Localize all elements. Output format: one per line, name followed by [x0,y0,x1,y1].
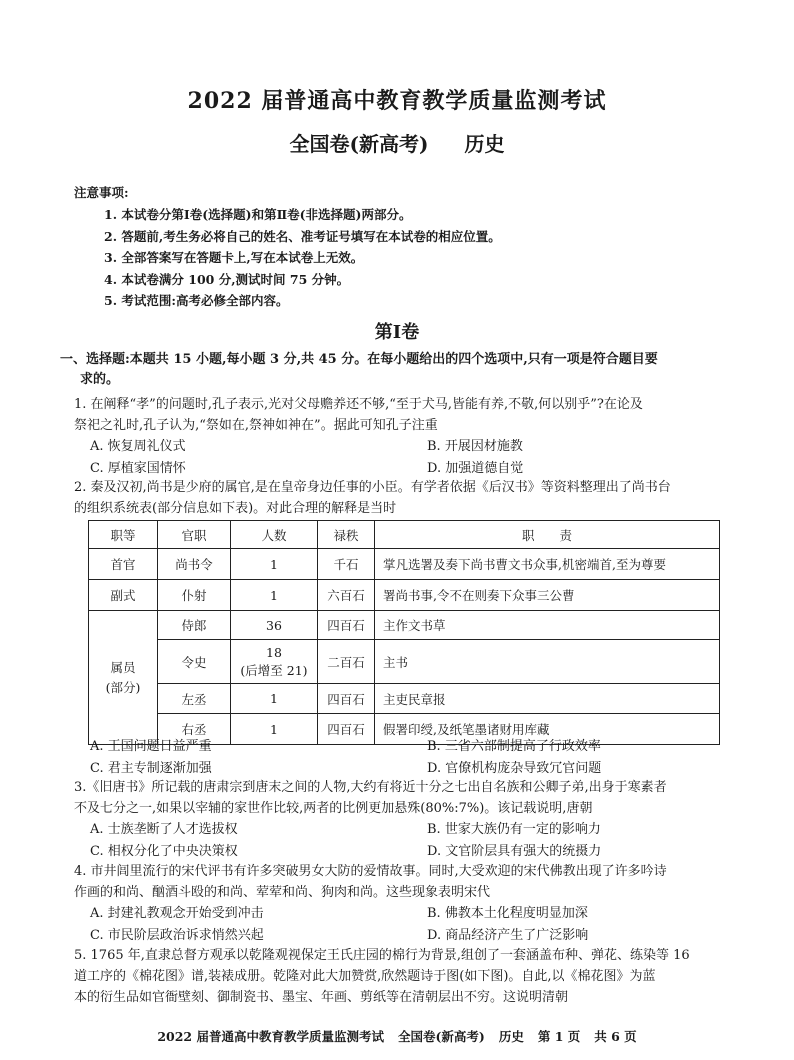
table-cell [231,640,318,684]
question-2-stem [74,477,734,519]
paper-type: 全国卷(新高考) [289,132,429,156]
note-item: 2. 答题前,考生务必将自己的姓名、准考证号填写在本试卷的相应位置。 [104,228,501,244]
footer-exam-name: 2022 届普通高中教育教学质量监测考试 [157,1029,384,1044]
stem-line: 本的衍生品如官衙壁刻、御制瓷书、墨宝、年画、剪纸等在清朝层出不穷。这说明清朝 [74,990,569,1005]
rank-label: 属员 [110,659,136,675]
question-4 [74,861,734,947]
notes-list [104,204,501,312]
exam-subtitle [0,128,794,157]
option-c[interactable]: C. 相权分化了中央决策权 [90,844,238,859]
table-cell: 1 [231,714,318,745]
count-value: 18 [266,644,282,660]
part-title: 第Ⅰ卷 [374,322,420,343]
table-cell: 侍郎 [158,611,231,640]
question-4-stem [74,861,734,903]
table-header: 职 责 [375,521,720,549]
notes-heading: 注意事项: [74,185,129,200]
table-cell: 1 [231,549,318,580]
stem-line: 祭祀之礼时,孔子认为,“祭如在,祭神如神在”。据此可知孔子注重 [74,418,438,433]
table-cell: 四百石 [318,684,375,714]
option-c[interactable]: C. 君主专制逐渐加强 [90,761,212,776]
question-4-options [74,903,734,947]
footer-paper-type: 全国卷(新高考) [397,1029,485,1044]
table-cell: 1 [231,580,318,611]
table-cell: 左丞 [158,684,231,714]
note-item: 3. 全部答案写在答题卡上,写在本试卷上无效。 [104,250,364,265]
subject-name: 历史 [464,132,505,156]
option-c[interactable]: C. 厚植家国情怀 [90,461,186,476]
exam-title: 2022 届普通高中教育教学质量监测考试 [187,88,607,114]
page-footer [0,1027,794,1045]
table-header: 职等 [89,521,158,549]
table-header: 官职 [158,521,231,549]
option-b[interactable]: B. 佛教本土化程度明显加深 [427,906,588,921]
question-3-options [74,819,734,863]
option-a[interactable]: A. 士族垄断了人才选拔权 [90,822,238,837]
count-note: (后增至 21) [240,662,308,678]
table-cell: 六百石 [318,580,375,611]
table-cell: 署尚书事,令不在则奏下众事三公曹 [375,580,720,611]
table-cell: 主吏民章报 [375,684,720,714]
table-cell: 四百石 [318,611,375,640]
option-d[interactable]: D. 官僚机构庞杂导致冗官问题 [427,761,602,776]
option-b[interactable]: B. 开展因材施教 [427,439,523,454]
table-cell: 主作文书草 [375,611,720,640]
table-cell: 仆射 [158,580,231,611]
table-cell: 假署印绶,及纸笔墨诸财用库藏 [375,714,720,745]
question-2 [74,477,734,519]
table-cell: 右丞 [158,714,231,745]
footer-subject: 历史 [498,1029,524,1044]
note-item: 1. 本试卷分第Ⅰ卷(选择题)和第Ⅱ卷(非选择题)两部分。 [104,207,412,222]
section-line-1: 一、选择题:本题共 15 小题,每小题 3 分,共 45 分。在每小题给出的四个选项中,只有一项是符合题目要 [60,352,658,367]
table-row [89,549,720,580]
table-cell: 千石 [318,549,375,580]
table-row [89,684,720,714]
table-row [89,611,720,640]
question-5-stem [74,945,734,1008]
table-header: 禄秩 [318,521,375,549]
footer-page-total: 共 6 页 [594,1029,637,1044]
question-2-options [74,736,734,780]
question-3 [74,777,734,863]
question-1-stem [74,394,734,436]
question-3-stem [74,777,734,819]
question-1-options [74,436,734,480]
option-d[interactable]: D. 文官阶层具有强大的统摄力 [427,844,602,859]
stem-line: 的组织系统表(部分信息如下表)。对此合理的解释是当时 [74,501,397,516]
question-5 [74,945,734,1008]
stem-line: 道工序的《棉花图》谱,装裱成册。乾隆对此大加赞赏,欣然题诗于图(如下图)。自此,以《棉花图》为蓝 [74,969,656,984]
section-line-2: 求的。 [80,372,120,387]
note-item: 5. 考试范围:高考必修全部内容。 [104,293,289,308]
option-b[interactable]: B. 世家大族仍有一定的影响力 [427,822,601,837]
table-cell: 副式 [89,580,158,611]
table-cell: 掌凡选署及奏下尚书曹文书众事,机密端首,至为尊要 [375,549,720,580]
stem-line: 不及七分之一,如果以宰辅的家世作比较,两者的比例更加悬殊(80%:7%)。该记载说明,唐朝 [74,801,593,816]
table-cell-rank-group [89,611,158,745]
table-cell: 1 [231,684,318,714]
stem-line: 3.《旧唐书》所记载的唐肃宗到唐末之间的人物,大约有将近十分之七出自名族和公卿子弟,出身于寒素者 [74,780,667,795]
table-header: 人数 [231,521,318,549]
option-b[interactable]: B. 三省六部制提高了行政效率 [427,739,601,754]
stem-line: 2. 秦及汉初,尚书是少府的属官,是在皇帝身边任事的小臣。有学者依据《后汉书》等资料整理出了尚书台 [74,480,671,495]
table-cell: 二百石 [318,640,375,684]
table-row [89,640,720,684]
option-c[interactable]: C. 市民阶层政治诉求悄然兴起 [90,928,264,943]
stem-line: 5. 1765 年,直隶总督方观承以乾隆观视保定王氏庄园的棉行为背景,组创了一套涵盖布种、弹花、练染等 16 [74,948,690,963]
option-d[interactable]: D. 商品经济产生了广泛影响 [427,928,589,943]
footer-page-number: 第 1 页 [537,1029,581,1044]
section-heading [60,350,740,390]
table-cell: 首官 [89,549,158,580]
stem-line: 1. 在阐释“孝”的问题时,孔子表示,光对父母赡养还不够,“至于犬马,皆能有养,不敬,何以别乎”?在论及 [74,397,643,412]
table-cell: 尚书令 [158,549,231,580]
table-cell: 主书 [375,640,720,684]
stem-line: 4. 市井闾里流行的宋代评书有许多突破男女大防的爱情故事。同时,大受欢迎的宋代佛教出现了许多吟诗 [74,864,667,879]
stem-line: 作画的和尚、酗酒斗殴的和尚、荤荤和尚、狗肉和尚。这些现象表明宋代 [74,885,491,900]
option-a[interactable]: A. 恢复周礼仪式 [90,439,186,454]
note-item: 4. 本试卷满分 100 分,测试时间 75 分钟。 [104,271,350,287]
question-1 [74,394,734,480]
option-a[interactable]: A. 王国问题日益严重 [90,739,212,754]
rank-note: (部分) [105,679,141,695]
table-header-row [89,521,720,549]
table-cell: 四百石 [318,714,375,745]
table-row [89,580,720,611]
option-a[interactable]: A. 封建礼教观念开始受到冲击 [90,906,264,921]
org-table [88,520,720,745]
table-cell: 36 [231,611,318,640]
option-d[interactable]: D. 加强道德自觉 [427,461,524,476]
table-cell: 令史 [158,640,231,684]
